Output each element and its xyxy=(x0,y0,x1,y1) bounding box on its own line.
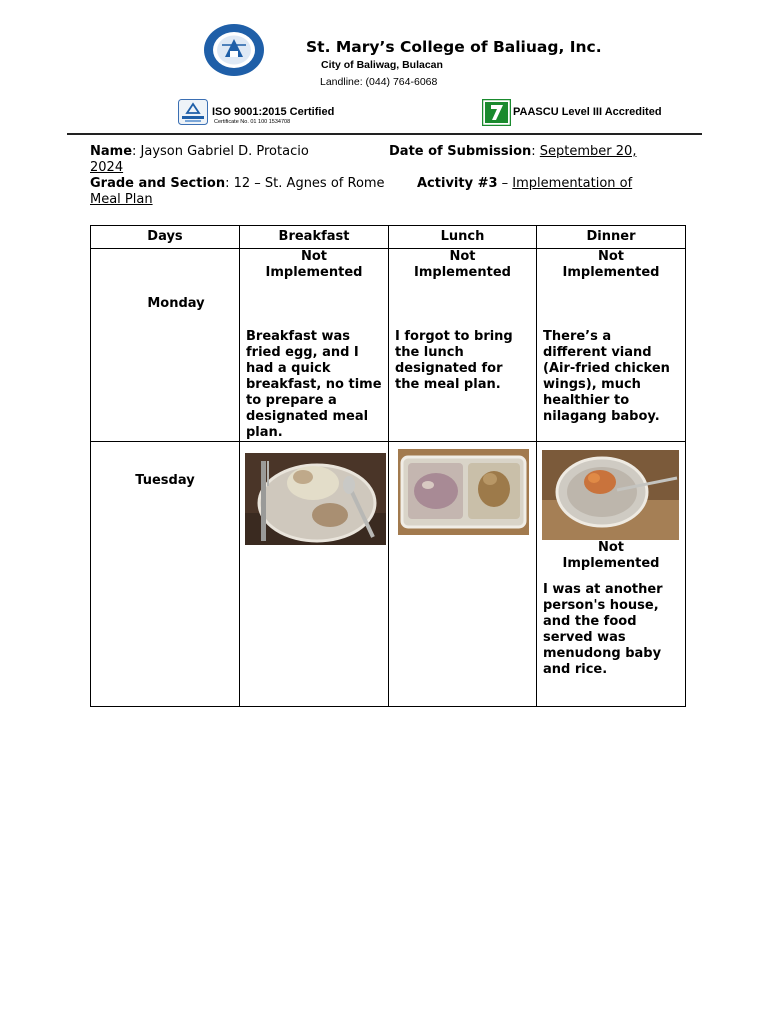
grade-label: Grade and Section xyxy=(90,176,226,191)
submission-date: September 20, xyxy=(539,144,637,159)
school-city: City of Baliwag, Bulacan xyxy=(321,59,443,71)
breakfast-photo xyxy=(245,453,386,545)
submission-date-line: Date of Submission: September 20, xyxy=(389,144,637,159)
day-label-tuesday: Tuesday xyxy=(135,473,195,488)
activity-title-cont xyxy=(90,192,153,208)
table-header-row xyxy=(91,226,686,249)
monday-lunch-cell xyxy=(389,249,537,442)
school-name: St. Mary’s College of Baliuag, Inc. xyxy=(306,38,602,56)
breakfast-note: Breakfast was fried egg, and I had a quick breakfast, no time to prepare a designated meal plan. xyxy=(246,329,382,440)
school-landline: Landline: (044) 764-6068 xyxy=(320,76,438,88)
grade-section: 12 – St. Agnes of Rome xyxy=(233,176,385,191)
tuesday-day-cell xyxy=(91,442,240,707)
monday-breakfast-cell xyxy=(240,249,389,442)
header-lunch: Lunch xyxy=(389,226,537,249)
monday-dinner-cell xyxy=(537,249,686,442)
status-not-implemented: Not Implemented xyxy=(562,249,660,280)
meal-plan-table xyxy=(90,225,686,707)
dinner-note: I was at another person's house, and the food served was menudong baby and rice. xyxy=(543,582,663,677)
activity-title: Implementation of xyxy=(512,176,633,191)
name-label: Name xyxy=(90,144,133,159)
submission-year: 2024 xyxy=(90,160,124,175)
iso-certificate-number: Certificate No. 01 100 1534708 xyxy=(214,119,291,125)
table-row-monday xyxy=(91,249,686,442)
header-divider xyxy=(67,133,702,135)
status-not-implemented: Not Implemented xyxy=(265,249,363,280)
table-row-tuesday xyxy=(91,442,686,707)
school-seal-logo xyxy=(203,23,265,77)
lunch-note: I forgot to bring the lunch designated for the meal plan. xyxy=(395,329,513,392)
activity-line: Activity #3 – Implementation of xyxy=(417,176,633,191)
date-label: Date of Submission xyxy=(389,144,532,159)
paascu-logo xyxy=(482,99,511,126)
submission-date-year xyxy=(90,160,123,176)
dinner-note: There’s a different viand (Air-fried chicken wings), much healthier to nilagang baboy. xyxy=(543,329,670,424)
status-not-implemented: Not Implemented xyxy=(562,540,660,571)
header-dinner: Dinner xyxy=(537,226,686,249)
tuesday-lunch-cell xyxy=(389,442,537,707)
tuesday-breakfast-cell xyxy=(240,442,389,707)
student-name-line: Name: Jayson Gabriel D. Protacio xyxy=(90,144,309,159)
student-name: Jayson Gabriel D. Protacio xyxy=(140,144,309,159)
grade-section-line: Grade and Section: 12 – St. Agnes of Rome xyxy=(90,176,385,191)
header-breakfast: Breakfast xyxy=(240,226,389,249)
activity-title-rest: Meal Plan xyxy=(90,192,153,207)
iso-certification-logo xyxy=(178,99,208,125)
lunch-photo xyxy=(398,449,529,535)
paascu-accreditation-label: PAASCU Level III Accredited xyxy=(513,106,662,118)
header-days: Days xyxy=(91,226,240,249)
day-label-monday: Monday xyxy=(147,296,205,311)
dinner-photo xyxy=(542,450,679,540)
iso-certification-label: ISO 9001:2015 Certified xyxy=(212,106,335,118)
monday-day-cell xyxy=(91,249,240,442)
status-not-implemented: Not Implemented xyxy=(414,249,511,280)
tuesday-dinner-cell xyxy=(537,442,686,707)
activity-label: Activity #3 xyxy=(417,176,498,191)
